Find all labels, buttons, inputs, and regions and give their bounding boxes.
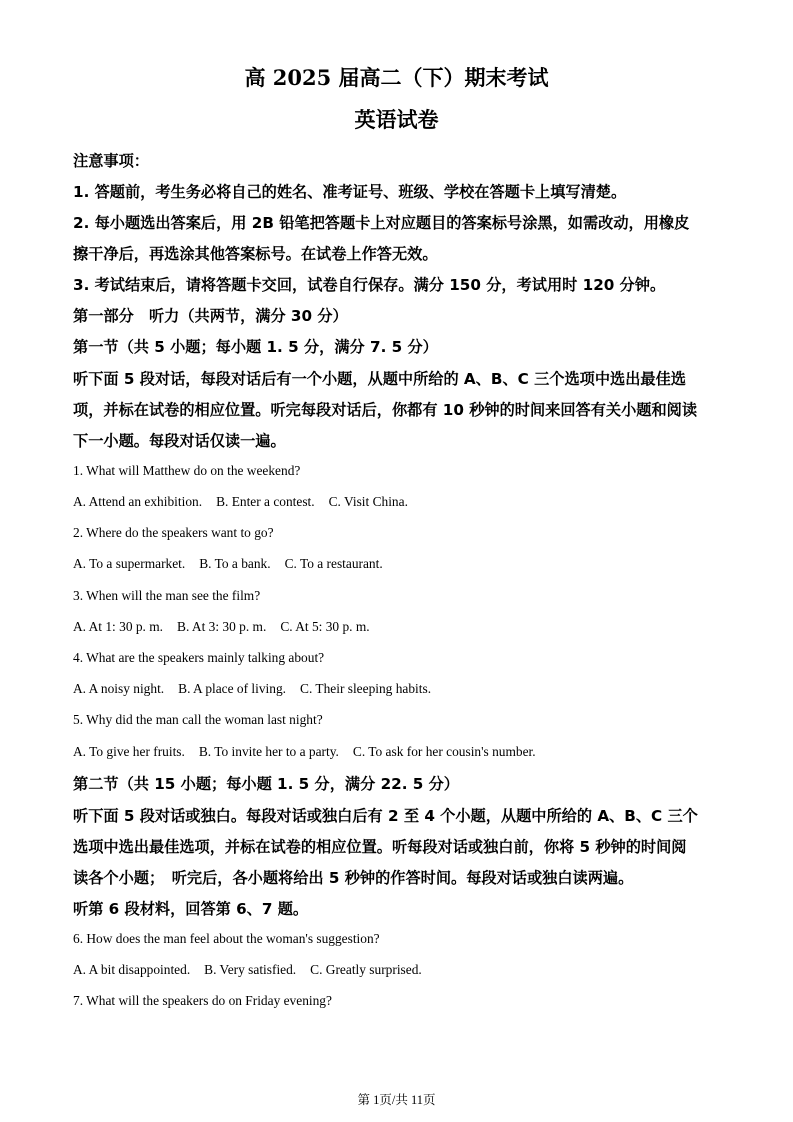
question-5-options <box>73 744 550 760</box>
option-c: C. To ask for her cousin's number. <box>352 744 536 759</box>
question-6-options <box>73 962 436 978</box>
question-7-stem: 7. What will the speakers do on Friday evening? <box>73 993 332 1008</box>
option-b: B. At 3: 30 p. m. <box>177 619 267 634</box>
page-number: 第 1页/共 11页 <box>357 1093 436 1107</box>
option-a: A. A bit disappointed. <box>73 962 191 977</box>
option-c: C. To a restaurant. <box>284 556 383 571</box>
question-4-options <box>73 681 445 697</box>
option-a: A. To give her fruits. <box>73 744 185 759</box>
question-2-options <box>73 556 397 572</box>
exam-title: 高 2025 届高二（下）期末考试 <box>244 65 549 90</box>
question-1-options <box>73 494 422 510</box>
option-c: C. Visit China. <box>328 494 408 509</box>
option-b: B. To a bank. <box>199 556 271 571</box>
notice-item-2-line-2: 擦干净后，再选涂其他答案标号。在试卷上作答无效。 <box>73 245 438 263</box>
part1-heading: 第一部分 听力（共两节，满分 30 分） <box>73 307 348 325</box>
notice-item-3: 3. 考试结束后，请将答题卡交回，试卷自行保存。满分 150 分，考试用时 120 分钟。 <box>73 276 666 294</box>
section2-instruction-line-2: 选项中选出最佳选项，并标在试卷的相应位置。听每段对话或独白前，你将 5 秒钟的时间阅 <box>73 838 687 856</box>
option-a: A. At 1: 30 p. m. <box>73 619 164 634</box>
question-3-options <box>73 619 384 635</box>
section1-instruction-line-1: 听下面 5 段对话，每段对话后有一个小题，从题中所给的 A、B、C 三个选项中选出最佳选 <box>73 370 686 388</box>
section1-heading: 第一节（共 5 小题；每小题 1. 5 分，满分 7. 5 分） <box>73 338 438 356</box>
section1-instruction-line-3: 下一小题。每段对话仅读一遍。 <box>73 432 286 450</box>
question-6-stem: 6. How does the man feel about the woman's suggestion? <box>73 931 380 946</box>
option-b: B. A place of living. <box>178 681 287 696</box>
option-b: B. Enter a contest. <box>216 494 315 509</box>
question-4-stem: 4. What are the speakers mainly talking about? <box>73 650 325 665</box>
notice-item-1: 1. 答题前，考生务必将自己的姓名、准考证号、班级、学校在答题卡上填写清楚。 <box>73 183 627 201</box>
option-a: A. Attend an exhibition. <box>73 494 203 509</box>
option-a: A. To a supermarket. <box>73 556 186 571</box>
section2-heading: 第二节（共 15 小题；每小题 1. 5 分，满分 22. 5 分） <box>73 775 459 793</box>
option-b: B. To invite her to a party. <box>198 744 339 759</box>
option-c: C. Greatly surprised. <box>310 962 422 977</box>
notice-heading: 注意事项： <box>73 152 149 170</box>
notice-item-2-line-1: 2. 每小题选出答案后，用 2B 铅笔把答题卡上对应题目的答案标号涂黑，如需改动，用橡皮 <box>73 214 690 232</box>
exam-subtitle: 英语试卷 <box>354 107 439 132</box>
option-b: B. Very satisfied. <box>204 962 297 977</box>
question-2-stem: 2. Where do the speakers want to go? <box>73 525 274 540</box>
question-5-stem: 5. Why did the man call the woman last night? <box>73 712 323 727</box>
section1-instruction-line-2: 项，并标在试卷的相应位置。听完每段对话后，你都有 10 秒钟的时间来回答有关小题和阅读 <box>73 401 698 419</box>
option-c: C. Their sleeping habits. <box>300 681 432 696</box>
option-a: A. A noisy night. <box>73 681 165 696</box>
question-1-stem: 1. What will Matthew do on the weekend? <box>73 463 301 478</box>
section2-instruction-line-1: 听下面 5 段对话或独白。每段对话或独白后有 2 至 4 个小题，从题中所给的 A、B、C 三个 <box>73 807 698 825</box>
section2-instruction-line-3: 读各个小题； 听完后，各小题将给出 5 秒钟的作答时间。每段对话或独白读两遍。 <box>73 869 634 887</box>
option-c: C. At 5: 30 p. m. <box>280 619 370 634</box>
question-3-stem: 3. When will the man see the film? <box>73 588 261 603</box>
material-6-heading: 听第 6 段材料，回答第 6、7 题。 <box>73 900 309 918</box>
